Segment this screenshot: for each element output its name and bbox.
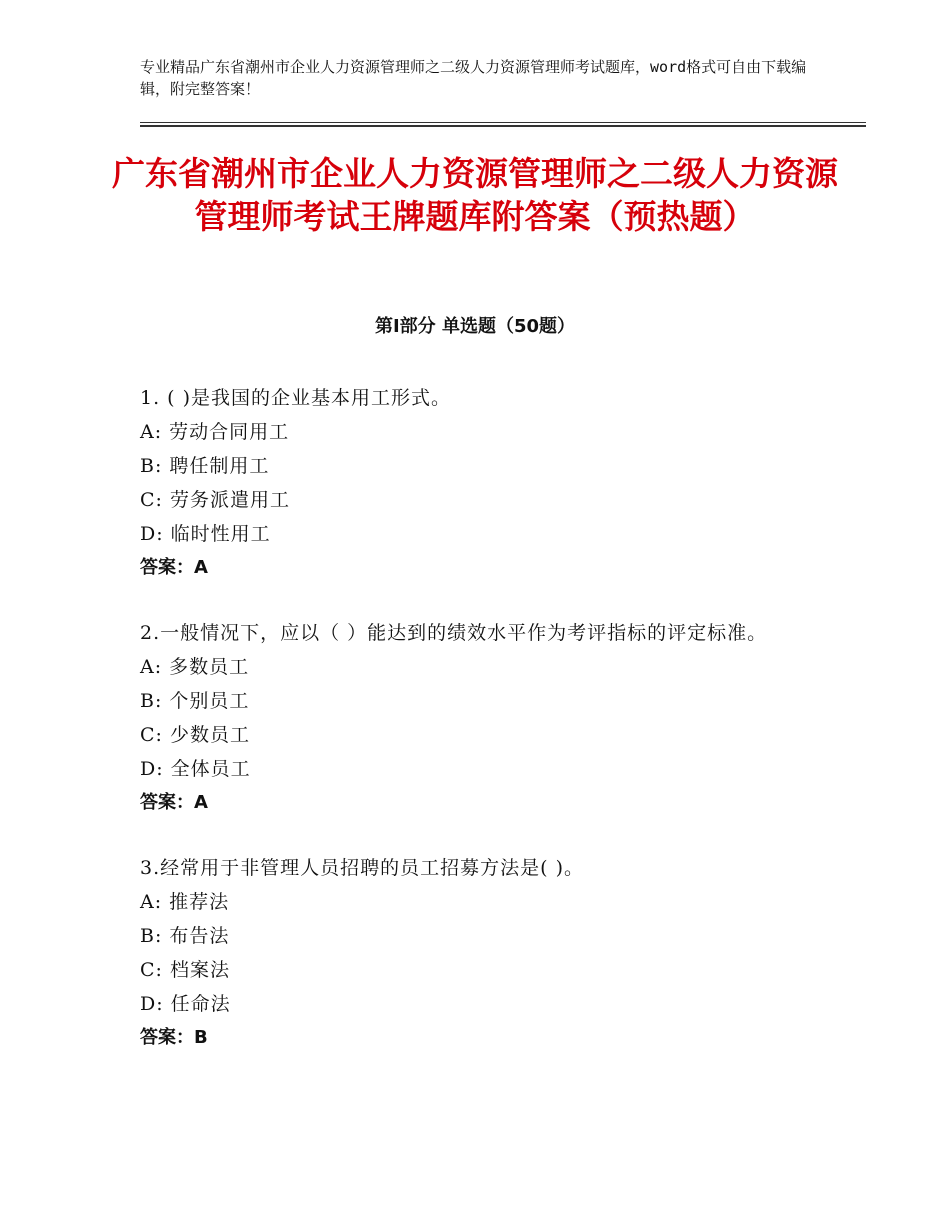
question-stem: 1. ( )是我国的企业基本用工形式。 xyxy=(140,387,452,409)
question-2 xyxy=(140,616,800,820)
question-stem: 3.经常用于非管理人员招聘的员工招募方法是( )。 xyxy=(140,857,584,879)
option-c: C: 劳务派遣用工 xyxy=(140,489,290,511)
header-note: 专业精品广东省潮州市企业人力资源管理师之二级人力资源管理师考试题库，word格式可自由下载编辑，附完整答案！ xyxy=(140,58,807,98)
answer: 答案：B xyxy=(140,1027,208,1048)
option-a: A: 多数员工 xyxy=(140,656,250,678)
option-b: B: 布告法 xyxy=(140,925,230,947)
header-divider-thick xyxy=(140,125,866,127)
option-c: C: 少数员工 xyxy=(140,724,250,746)
header-divider-thin xyxy=(140,122,866,123)
option-c: C: 档案法 xyxy=(140,959,230,981)
question-3 xyxy=(140,851,800,1055)
question-list xyxy=(140,381,800,1086)
option-b: B: 个别员工 xyxy=(140,690,250,712)
question-stem: 2.一般情况下，应以（ ）能达到的绩效水平作为考评指标的评定标准。 xyxy=(140,622,768,644)
section-title: 第Ⅰ部分 单选题（50题） xyxy=(374,316,575,337)
answer: 答案：A xyxy=(140,557,208,578)
option-d: D: 任命法 xyxy=(140,993,231,1015)
document-title: 广东省潮州市企业人力资源管理师之二级人力资源管理师考试王牌题库附答案（预热题） xyxy=(112,154,838,236)
option-d: D: 临时性用工 xyxy=(140,523,271,545)
option-a: A: 劳动合同用工 xyxy=(140,421,290,443)
option-a: A: 推荐法 xyxy=(140,891,230,913)
option-b: B: 聘任制用工 xyxy=(140,455,270,477)
option-d: D: 全体员工 xyxy=(140,758,251,780)
answer: 答案：A xyxy=(140,792,208,813)
question-1 xyxy=(140,381,800,585)
